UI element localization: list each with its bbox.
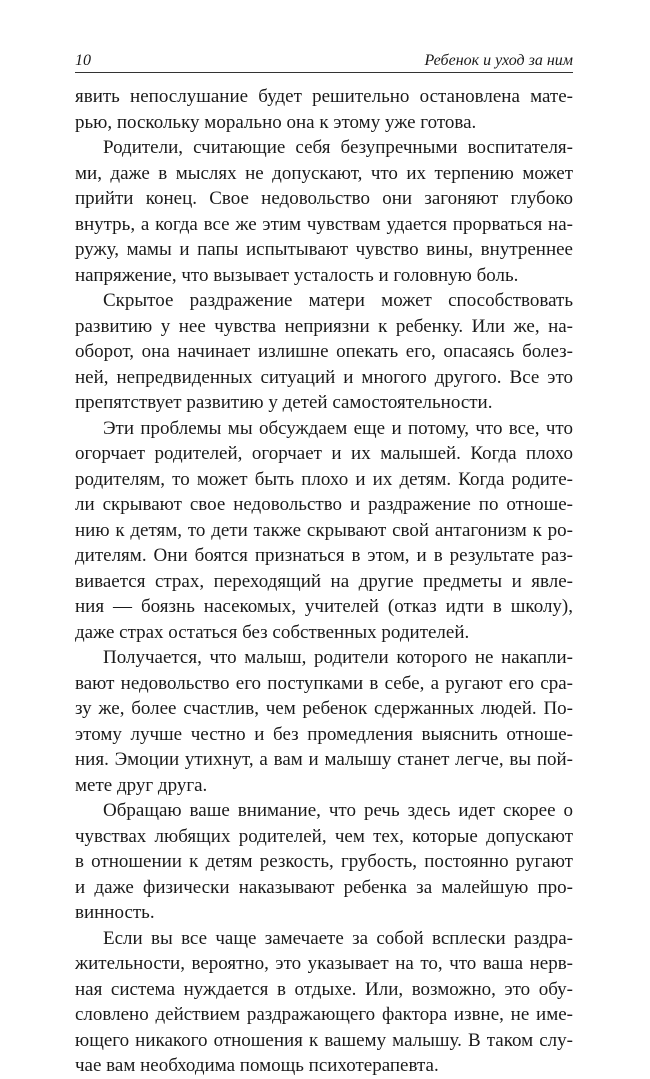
text-line: зу же, более счастлив, чем ребенок сдержанных людей. По-	[75, 698, 573, 719]
text-line: Родители, считающие себя безупречными воспитателя-	[103, 137, 573, 158]
text-line: Получается, что малыш, родители которого не накапли-	[103, 647, 573, 668]
paragraph	[75, 645, 573, 798]
text-line: ющего никакого отношения к вашему малышу. В таком слу-	[75, 1029, 573, 1051]
text-line: жительности, вероятно, это указывает на то, что ваша нерв-	[75, 953, 573, 974]
text-line: мете друг друга.	[75, 774, 208, 796]
text-line: напряжение, что вызывает усталость и головную боль.	[75, 264, 519, 286]
running-header	[75, 50, 573, 73]
text-line: ли скрывают свое недовольство и раздражение по отноше-	[75, 494, 573, 515]
paragraph	[75, 84, 573, 135]
text-line: прийти конец. Свое недовольство они загоняют глубоко	[75, 188, 573, 209]
text-line: словлено действием раздражающего фактора извне, не име-	[75, 1004, 573, 1025]
text-line: ней, непредвиденных ситуаций и многого другого. Все это	[75, 366, 573, 388]
text-line: родителям, то может быть плохо и их детям. Когда родите-	[75, 468, 573, 490]
paragraph	[75, 135, 573, 288]
text-line: внутрь, а когда все же этим чувствам удается прорваться на-	[75, 213, 573, 235]
text-line: Скрытое раздражение матери может способствовать	[103, 290, 573, 311]
paragraph	[75, 416, 573, 646]
text-line: Эти проблемы мы обсуждаем еще и потому, что все, что	[103, 417, 573, 439]
text-line: дителям. Они боятся признаться в этом, и в результате раз-	[75, 545, 573, 566]
text-line: вивается страх, переходящий на другие предметы и явле-	[75, 570, 573, 592]
text-line: оборот, она начинает излишне опекать его, опасаясь болез-	[75, 341, 573, 362]
page-number: 10	[75, 52, 91, 69]
text-line: Обращаю ваше внимание, что речь здесь идет скорее о	[103, 800, 573, 821]
text-line: рью, поскольку морально она к этому уже готова.	[75, 111, 477, 133]
text-line: ная система нуждается в отдыхе. Или, возможно, это обу-	[75, 978, 573, 1000]
text-line: развитию у нее чувства неприязни к ребенку. Или же, на-	[75, 315, 573, 337]
paragraph	[75, 288, 573, 416]
paragraph	[75, 926, 573, 1079]
text-line: чувствах любящих родителей, чем тех, которые допускают	[75, 825, 573, 847]
text-line: явить непослушание будет решительно остановлена мате-	[75, 86, 573, 107]
paragraph	[75, 798, 573, 926]
text-line: огорчает родителей, огорчает и их малышей. Когда плохо	[75, 443, 573, 464]
text-line: ния. Эмоции утихнут, а вам и малышу станет легче, вы пой-	[75, 749, 573, 770]
text-line: даже страх остаться без собственных родителей.	[75, 621, 470, 643]
text-line: вают недовольство его поступками в себе, а ругают его сра-	[75, 672, 573, 694]
book-title: Ребенок и уход за ним	[424, 52, 573, 69]
text-line: винность.	[75, 902, 155, 923]
text-line: чае вам необходима помощь психотерапевта.	[75, 1055, 439, 1076]
text-line: этому лучше честно и без промедления выяснить отноше-	[75, 723, 573, 745]
body-text	[75, 84, 573, 1079]
text-line: и даже физически наказывают ребенка за малейшую про-	[75, 876, 573, 898]
text-line: ружу, мамы и папы испытывают чувство вины, внутреннее	[75, 239, 573, 260]
text-line: ния — боязнь насекомых, учителей (отказ идти в школу),	[75, 596, 573, 617]
text-line: ми, даже в мыслях не допускают, что их терпению может	[75, 162, 573, 184]
text-line: препятствует развитию у детей самостоятельности.	[75, 392, 493, 413]
text-line: в отношении к детям резкость, грубость, постоянно ругают	[75, 851, 573, 872]
text-line: нию к детям, то дети также скрывают свой антагонизм к ро-	[75, 519, 573, 541]
text-line: Если вы все чаще замечаете за собой всплески раздра-	[103, 927, 573, 949]
